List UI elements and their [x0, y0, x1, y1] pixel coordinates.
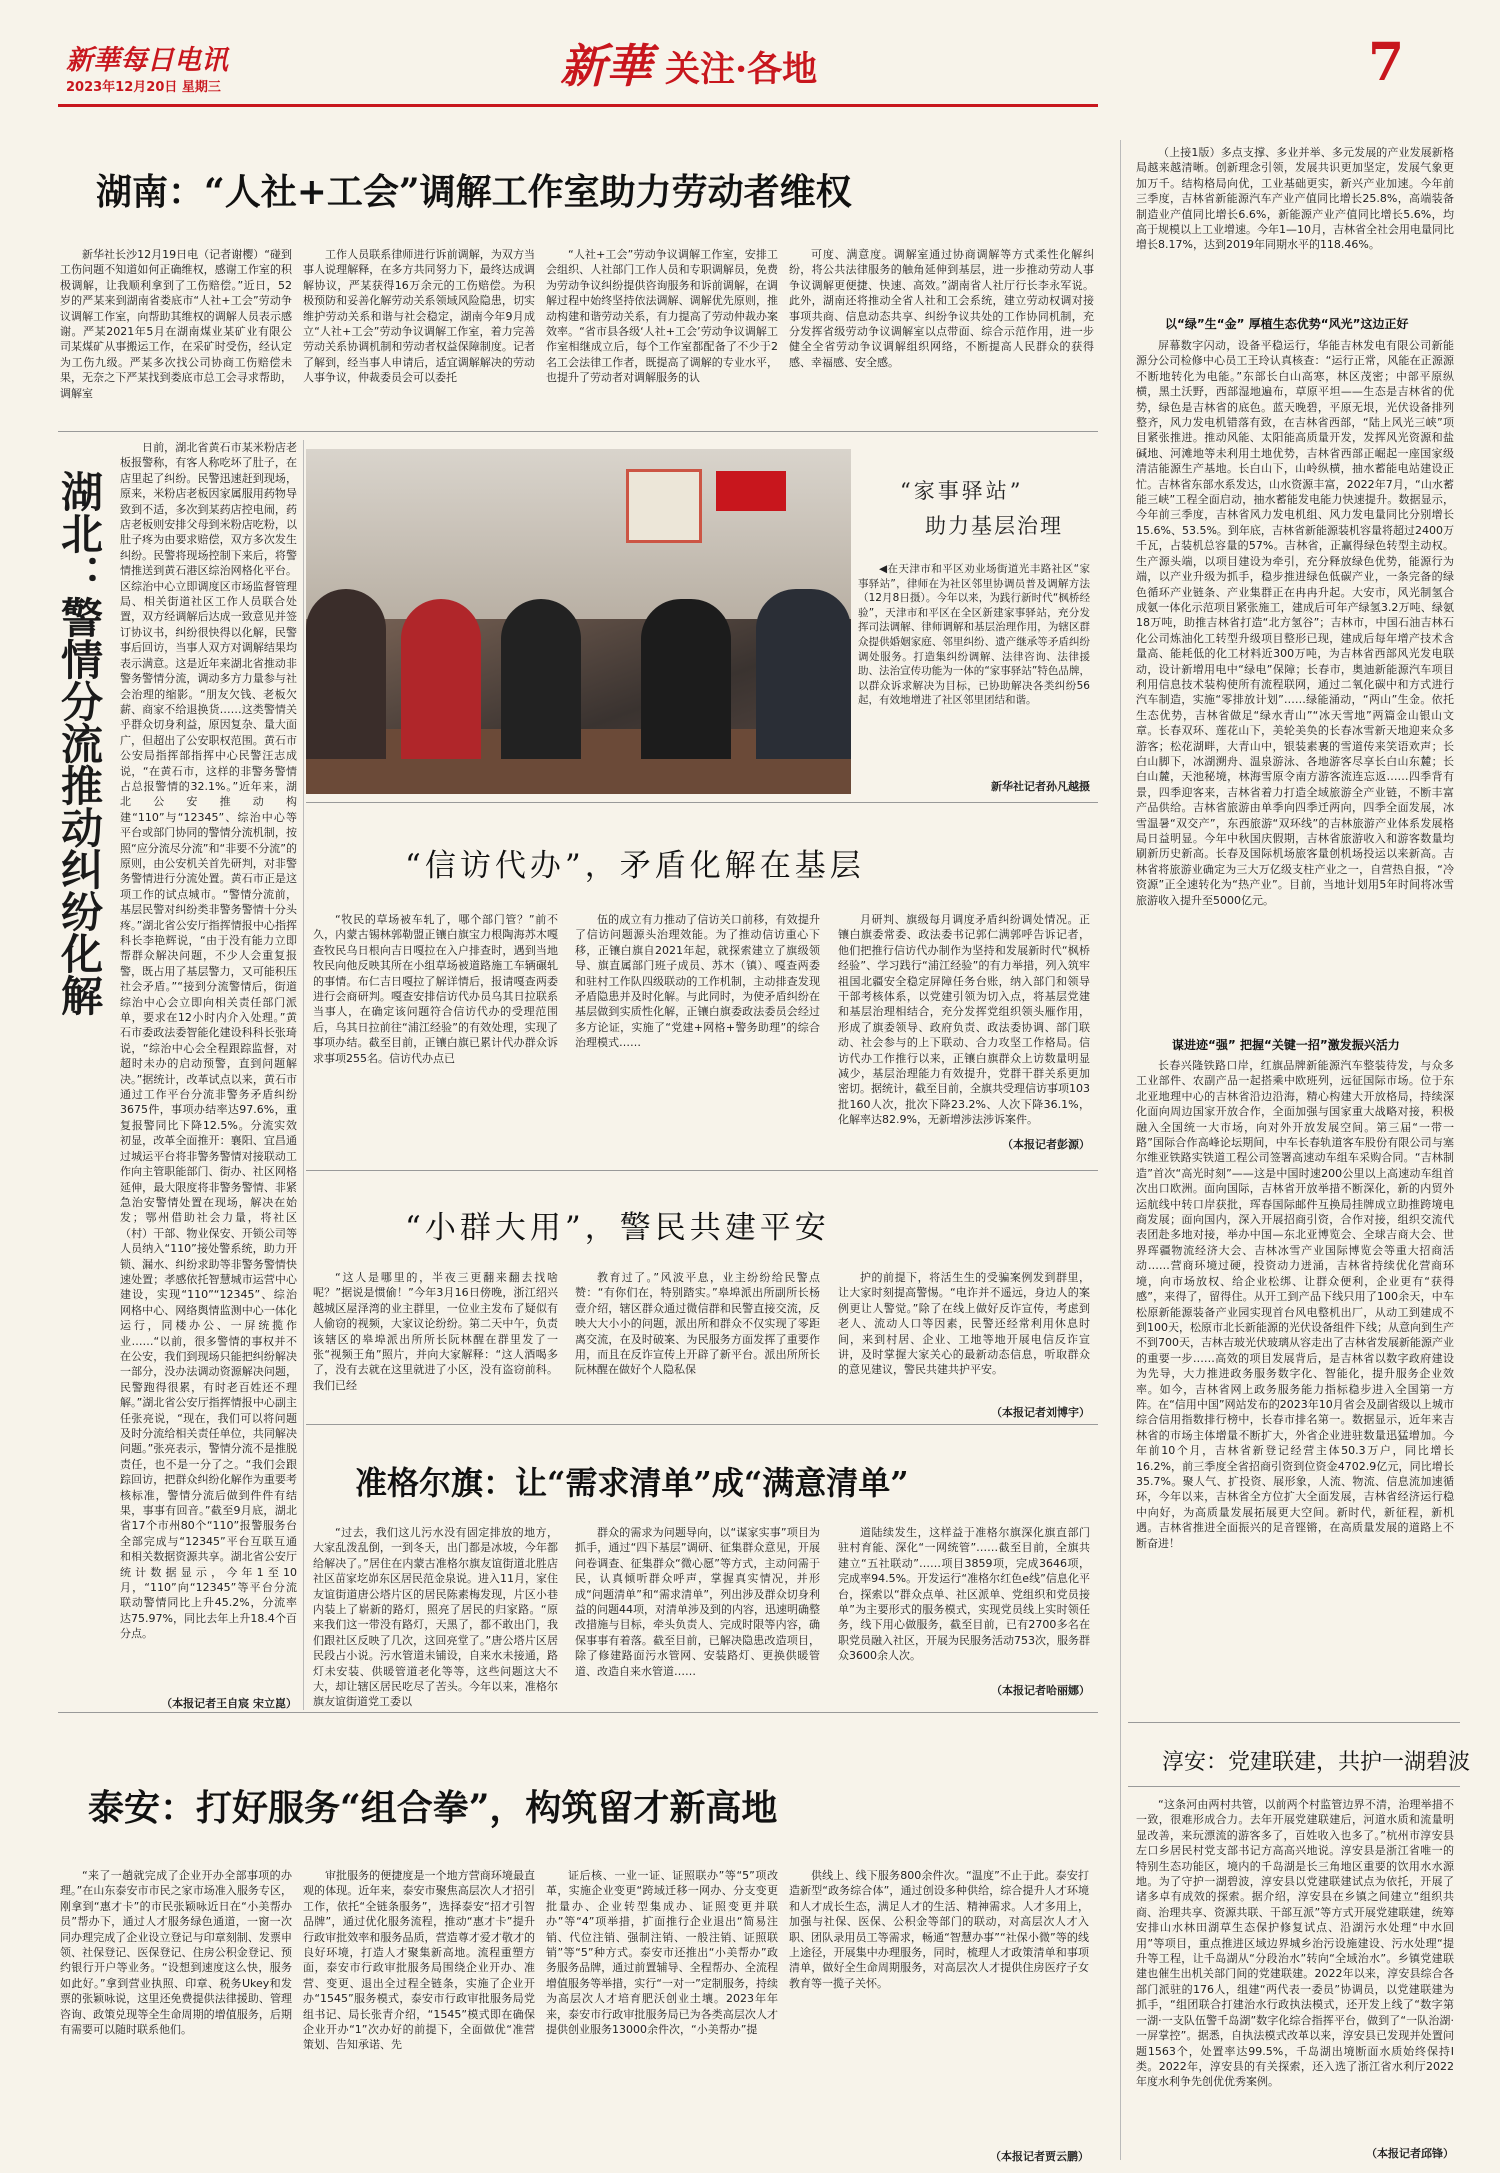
- page-number: 7: [1368, 32, 1405, 93]
- masthead-date: 2023年12月20日 星期三: [66, 80, 221, 95]
- xiaoqun-text-1: “这人是哪里的，半夜三更翻来翻去找啥呢？”据说是惯偷！”今年3月16日傍晚，浙江绍兴越城区屋泽湾的业主群里，一位业主发布了疑似有人偷窃的视频，大家议论纷纷。第二天中午，负责该辖区的皋埠派出所所长阮林醒在群里发了一张“视频王角”照片，并向大家解释：“这人酒喝多了，没有去就在这里就进了小区，没有盗窃前科。我们已经: [313, 1271, 558, 1392]
- jilin-text-1: 屏幕数字闪动，设备平稳运行，华能吉林发电有限公司新能源分公司检修中心员工王玲认真核查：“运行正常，风能在正源源不断地转化为电能。”东部长白山高寒，林区茂密；中部平原纵横，黑土沃野，西部湿地遍布，草原平坦——生态是吉林省的优势，绿色是吉林省的底色。蓝天晚碧，平原无垠，光伏设备排列整齐，风力发电机错落有致，在吉林省西部，“陆上风光三峡”项目紧张推进。推动风能、太阳能高质量开发，发挥风光资源和盐碱地、河滩地等未利用土地优势，吉林省西部正崛起一座国家级清洁能源生产基地。长白山下，山岭纵横，抽水蓄能电站建设正忙。吉林省东部水系发达，山水资源丰富，2022年7月，“山水蓄能三峡”工程全面启动，抽水蓄能发电能力快速提升。数据显示，今年前三季度，吉林省风力发电机组、风力发电量同比分别增长15.6%、53.5%。到年底，吉林省新能源装机容量将超过2400万千瓦，占装机总容量的57%。吉林省，正赢得绿色转型主动权。生产源头端，以项目建设为牵引，充分释放绿色优势，能源行为端，以产业升级为抓手，稳步推进绿色低碳产业，一条完备的绿色循环产业链条、产业集群正在冉冉升起。大安市，风光制氢合成氨一体化示范项目紧张施工，建成后可年产绿氢3.2万吨、绿氨18万吨，助推吉林省打造“北方氢谷”；吉林市，中国石油吉林石化公司炼油化工转型升级项目整形已现，建成后每年增产技术含量高、能耗低的化工材料近300万吨，为吉林省西部风光发电联动，设计新增用电中“绿电”保障；长春市，奥迪新能源汽车项目利用信息技术装构使所有流程联网，通过二氧化碳中和方式进行汽车制造，实施“零排放计划”……绿能涌动，“两山”生金。依托生态优势，吉林省做足“绿水青山”“冰天雪地”两篇金山银山文章。长春双环、莲花山下，美轮美奂的长春冰雪新天地迎来众多游客；松花湖畔，大青山中，银装素裹的雪道传来笑语欢声；长白山脚下，冰湖溯舟、温泉游泳、各地游客尽享长白山东麓；长白山麓，天池秘境，林海雪原令南方游客流连忘返……四季背有景，四季迎客来，吉林省着力打造全域旅游全产业链，不断丰富产品供给。吉林省旅游由单季向四季迁两向，四季全面发展，冰雪温暑“双交产”，东西旅游“双环线”的吉林旅游产业体系发展格局日益明显。今年中秋国庆假期，吉林省旅游收入和游客数量均刷新历史新高。长春及国际机场旅客量创机场投运以来新高。吉林省将旅游业确定为三大万亿级支柱产业之一，自营热自报，“冷资源”正全速转化为“热产业”。目前，当地计划用5年时间将冰雪旅游收入提升至5000亿元。: [1136, 339, 1454, 907]
- zhungeer-col-1: [313, 1525, 558, 1709]
- jilin-subhead-1: 以“绿”生“金” 厚植生态优势“风光”这边正好: [1165, 317, 1409, 331]
- jilin-section-2: [1136, 1058, 1454, 1713]
- xiaoqun-divider: [306, 1424, 1098, 1425]
- jilin-intro: [1136, 145, 1454, 305]
- xinfang-col-2: [575, 912, 820, 1162]
- taian-text-1: “来了一趟就完成了企业开办全部事项的办理。”在山东泰安市市民之家市场准入服务专区，刚拿到“惠才卡”的市民张颖咏近日在“小美帮办员”帮办下，通过人才服务绿色通道，一窗一次同办理完成了企业设立登记与印章刻制、发票申领、社保登记、医保登记、住房公积金登记、预约银行开户等业务。“设想到速度这么快，服务如此好。”拿到营业执照、印章、税务Ukey和发票的张颖咏说，这里还免费提供法律援助、管理咨询、政策兑现等全生命周期的增值服务，后期有需要可以随时联系他们。: [60, 1869, 292, 2037]
- hubei-body: [120, 440, 297, 1690]
- masthead-rule: [58, 104, 1098, 107]
- right-column-rule: [1120, 140, 1121, 2160]
- chunan-body: [1136, 1797, 1454, 2137]
- xiaoqun-text-2: 教育过了。”风波平息，业主纷纷给民警点赞：“有你们在，特别踏实。”皋埠派出所副所长杨壹介绍，辖区群众通过微信群和民警直接交流，反映大大小小的问题，派出所和群众不仅实现了零距离交流，在及时破案、为民服务方面发挥了重要作用，而且在反诈宣传上开辟了新平台。派出所所长阮林醒在做好个人隐私保: [575, 1271, 820, 1377]
- photo-person-3: [501, 599, 581, 759]
- hunan-col-2: [303, 247, 535, 423]
- zhungeer-divider: [58, 1712, 1098, 1713]
- jilin-text-2: 长春兴隆铁路口岸，红旗品牌新能源汽车整装待发，与众多工业部件、农副产品一起搭乘中欧班列，远征国际市场。位于东北亚地理中心的吉林省沿边沿海，精心构建大开放格局，持续深化面向周边国家开放合作，全面加强与国家重大战略对接，积极融入全国统一大市场，向对外开放发展空间。第三届“一带一路”国际合作高峰论坛期间，中车长春轨道客车股份有限公司与塞尔维亚铁路实铁道工程公司签署高速动车组车采购合同。“吉林制造”首次“高光时刻”——这是中国时速200公里以上高速动车组首次出口欧洲。面向国际，吉林省开放举措不断深化，新的内贸外运航线中转口岸获批，珲春国际邮件互换局挂牌成立助推跨境电商发展；面向国内，深入开展招商引资，合作对接，组织交流代表团赴多地对接，举办中国—东北亚博览会、全球吉商大会、世界珲疆物流经济大会、吉林冰雪产业国际博览会等重大招商活动……营商环境过硬，投资动力迸涌，吉林省持续优化营商环境，向市场放权、给企业松绑、让群众便利，企业更有“获得感”，来得了，留得住。从开工到产品下线只用了100余天，中车松原新能源装备产业园实现首台风电整机出厂，从动工到建成不到100天，松原市北长新能源的光伏设备组件下线；从意向到生产不到700天，吉林吉玻光伏玻璃从容走出了吉林省发展新能源产业的重要一步……高效的项目发展背后，是吉林省以数字政府建设为先导，大力推进政务服务数字化、智能化，提升服务企业效率。如今，吉林省网上政务服务能力指标稳步进入全国第一方阵。在“信用中国”网站发布的2023年10月省会及副省级以上城市综合信用指数排行榜中，长春市排名第一。数据显示，近年来吉林省的市场主体增量不断扩大，外省企业进驻数量迅猛增加。今年前10个月，吉林省新登记经营主体50.3万户，同比增长16.2%，前三季度全省招商引资到位资金4702.9亿元，同比增长35.7%。聚人气、扩投资、展形象，人流、物流、信息流加速循环，今年以来，吉林省全方位扩大全面发展，吉林省经济运行稳中向好，为高质量发展拓展更大空间。新时代，新征程，新机遇。吉林省推进全面振兴的足音铿锵，在高质量发展的道路上不断奋进！: [1136, 1059, 1454, 1550]
- photo-credit: 新华社记者孙凡越摄: [991, 780, 1090, 793]
- xinfang-text-1: “牧民的草场被车轧了，哪个部门管？”前不久，内蒙古锡林郭勒盟正镶白旗宝力根陶海苏木嘎查牧民乌日根向吉日嘎拉在入户排查时，遇到当地牧民向他反映其所在小组草场被道路施工车辆碾轧的事情。布仁吉日嘎拉了解详情后，报请嘎查两委进行会商研判。嘎查安排信访代办员乌其日拉联系当事人，在确定该问题符合信访代办的受理范围后，乌其日拉前往“浦江经验”的有效处理，实现了事项办结。截至目前，正镶白旗已累计代办群众诉求事项255名。信访代办点已: [313, 913, 558, 1065]
- jilin-subhead-2: 谋进迹“强” 把握“关键一招”激发振兴活力: [1172, 1038, 1400, 1052]
- xiaoqun-col-3: [838, 1270, 1090, 1398]
- photo-sign: [716, 471, 786, 511]
- hunan-col-4: [789, 247, 1094, 423]
- jilin-intro-text: （上接1版）多点支撑、多业并举、多元发展的产业发展新格局越来越清晰。创新理念引领，发展共识更加坚定，发展气象更加万千。结构格局向优，工业基础更实，新兴产业加速。今年前三季度，吉林省新能源汽车产业产值同比增长25.8%，高端装备制造业产值同比增长6.6%，新能源产业产值同比增长5.6%，均高于规模以上工业增速。今年1—10月，吉林省全社会用电量同比增长8.17%，达到2019年同期水平的118.46%。: [1136, 146, 1454, 252]
- taian-byline: （本报记者贾云鹏）: [990, 2150, 1089, 2163]
- hunan-col-1: [60, 247, 292, 423]
- taian-text-4: 供线上、线下服务800余件次。“温度”不止于此。泰安打造新型“政务综合体”，通过创设多种供给，综合提升人才环境和人才成长生态，满足人才的生活、精神需求。人才多用上，加强与社保、医保、公积金等部门的联动，对高层次人才入职、团队录用员工等需求，畅通“智慧办事”“社保小微”等的线上途径，开展集中办理服务，同时，梳理人才政策清单和事项清单，做好全生命周期服务，对高层次人才提供住房医疗子女教育等一揽子关怀。: [789, 1869, 1089, 1990]
- xiaoqun-text-3: 护的前提下，将活生生的受骗案例发到群里，让大家时刻提高警惕。“电诈并不遥远，身边人的案例更让人警觉。”除了在线上做好反诈宣传，考虑到老人、流动人口等因素，民警还经常利用休息时间，来到村居、企业、工地等地开展电信反诈宣讲，及时掌握大家关心的最新动态信息，听取群众的意见建议，警民共建共护平安。: [838, 1271, 1090, 1377]
- hunan-text-3: “人社+工会”劳动争议调解工作室，安排工会组织、人社部门工作人员和专职调解员，免费为劳动争议纠纷提供咨询服务和诉前调解，在调解过程中始终坚持依法调解、调解优先原则，推动构建和谐劳动关系，有力提高了劳动仲裁办案效率。“省市县各级‘人社+工会’劳动争议调解工作室相继成立后，每个工作室都配备了不少于2名工会法律工作者，既提高了调解的专业水平，也提升了劳动者对调解服务的认: [546, 248, 778, 385]
- xiaoqun-headline: “小群大用”，警民共建平安: [405, 1210, 830, 1246]
- taian-col-1: [60, 1868, 292, 2158]
- taian-headline: 泰安：打好服务“组合拳”，构筑留才新高地: [88, 1787, 778, 1829]
- hunan-divider: [58, 431, 1098, 432]
- photo-person-4: [641, 599, 731, 759]
- masthead-logo: 新華每日电讯: [66, 45, 228, 76]
- xiaoqun-byline: （本报记者刘博宇）: [991, 1406, 1090, 1419]
- chunan-text: “这条河由两村共管，以前两个村监管边界不清，治理举措不一致，很难形成合力。去年开展党建联建后，河道水质和流量明显改善，来玩漂流的游客多了，百姓收入也多了。”杭州市淳安县左口乡居民村党支部书记方高高兴地说。淳安县是浙江省唯一的特别生态功能区，境内的千岛湖是长三角地区重要的饮用水水源地。为了守护一湖碧波，淳安县以党建联建试点为依托，开展了诸多卓有成效的探索。据介绍，淳安县在乡镇之间建立“组织共商、治理共享、资源共联、干部互派”等方式开展党建联建，统筹安排山水林田湖草生态保护修复试点、沿湖污水处理“中水回用”等项目，重点推进区域边界城乡治污设施建设、污水处理“提升等工程，让千岛湖从“分段治水”转向“全域治水”。乡镇党建联建也催生出机关部门间的党建联建。2022年以来，淳安县综合各部门派驻的176人，组建“两代表一委员”协调员，以党建联建为抓手，“组团联合打建治水行政执法模式，还开发上线了“数字第一湖·一支队伍警千岛湖”数字化综合指挥平台，做到了“一队治湖·一屏掌控”。据悉，自执法模式改革以来，淳安县已发现并处置问题1563个，处置率达99.5%，千岛湖出境断面水质始终保持Ⅰ类。2022年，淳安县的有关探索，还入选了浙江省水利厅2022年度水利争先创优优秀案例。: [1136, 1798, 1454, 2089]
- section-brand: 新華: [560, 39, 652, 93]
- hubei-headline: 湖北：警情分流推动纠纷化解: [55, 470, 104, 1016]
- photo-person-2: [401, 599, 481, 759]
- zhungeer-col-3: [838, 1525, 1090, 1677]
- hunan-headline: 湖南：“人社+工会”调解工作室助力劳动者维权: [96, 171, 852, 213]
- photo-person-1: [306, 589, 386, 759]
- zhungeer-text-2: 群众的需求为问题导向，以“谋家实事”项目为抓手，通过“四下基层”调研、征集群众意见，开展问卷调查、征集群众“微心愿”等方式，主动问需于民，认真倾听群众呼声，掌握真实情况，并形成“问题清单”和“需求清单”，列出涉及群众切身利益的问题44项，对清单涉及到的内容，迅速明确整改措施与目标，牵头负责人、完成时限等内容，确保事事有着落。截至目前，已解决隐患改造项目，除了修建路面污水管网、安装路灯、更换供暖管道、改造自来水管道……: [575, 1526, 820, 1678]
- section-title: 关注·各地: [665, 49, 818, 90]
- photo-title-1: “家事驿站”: [900, 479, 1024, 503]
- photo-person-5: [756, 589, 851, 759]
- masthead: [0, 0, 1500, 108]
- hunan-text-2: 工作人员联系律师进行诉前调解，为双方当事人说理解释，在多方共同努力下，最终达成调解协议，严某获得16万余元的工伤赔偿。为积极预防和妥善化解劳动关系领域风险隐患，切实维护劳动关系和谐与社会稳定，湖南今年9月成立“人社+工会”劳动争议调解工作室，着力完善劳动关系协调机制和劳动者权益保障制度。记者了解到，经当事人申请后，适宜调解解决的劳动人事争议，仲裁委员会可以委托: [303, 248, 535, 385]
- photo-title-2: 助力基层治理: [925, 514, 1063, 538]
- xinfang-text-2: 伍的成立有力推动了信访关口前移，有效提升了信访问题源头治理效能。为了推动信访重心下移，正镶白旗自2021年起，就探索建立了旗级领导、旗直属部门班子成员、苏木（镇）、嘎查两委和驻村工作队四级联动的工作机制，主动排查发现矛盾隐患并及时化解。与此同时，为使矛盾纠纷在基层做到实质性化解，正镶白旗委政法委员会经过多方论证，实施了“党建+网格+警务助理”的综合治理模式……: [575, 913, 820, 1050]
- zhungeer-headline: 准格尔旗：让“需求清单”成“满意清单”: [355, 1464, 909, 1502]
- chunan-byline: （本报记者邱锋）: [1366, 2147, 1454, 2160]
- xinfang-text-3: 月研判、旗级每月调度矛盾纠纷调处情况。正镶白旗委常委、政法委书记郭仁满郭呼告诉记者，他们把推行信访代办制作为坚持和发展新时代“枫桥经验”、学习践行“浦江经验”的有力举措，列入筑牢祖国北疆安全稳定屏障任务台账，纳入部门和领导干部考核体系，以党建引领为切入点，将基层党建和基层治理相结合，充分发挥党组织领头雁作用，形成了旗委领导、政府负责、政法委协调、部门联动、社会参与的上下联动、合力攻坚工作格局。信访代办工作推行以来，正镶白旗群众上访数量明显减少，基层治理能力有效提升，党群干群关系更加密切。据统计，截至目前，全旗共受理信访事项103批160人次，批次下降23.2%、人次下降36.1%，化解率达82.9%，无新增涉法涉诉案件。: [838, 913, 1090, 1127]
- hubei-text: 日前，湖北省黄石市某米粉店老板报警称，有客人称吃坏了肚子，在店里起了纠纷。民警迅速赶到现场，原来，米粉店老板因家属服用药物导致到不适，多次到某药店控电闹，药店老板则安排父母到米粉店吃粉，以肚子疼为由要求赔偿，双方多次发生纠纷。民警将现场控制下来后，将警情推送到黄石港区综治网格化平台。区综治中心立即调度区市场监督管理局、相关街道社区工作人员联合处置，双方经调解后达成一致意见并签订协议书，纠纷很快得以化解，民警事后回访，当事人双方对调解结果均表示满意。这是近年来湖北省推动非警务警情分流，调动多方力量参与社会治理的缩影。“朋友欠钱、老板欠薪、商家不给退换货……这类警情关乎群众切身利益，原因复杂、量大面广，但超出了公安职权范围。黄石市公安局指挥部指挥中心民警汪志成说，“在黄石市，这样的非警务警情占总报警情的32.1%。”近年来，湖北公安推动构建“110”与“12345”、综治中心等平台或部门协同的警情分流机制，按照“应分流尽分流”和“非要不分流”的原则，由公安机关首先研判，对非警务警情进行分流处置。黄石市正是这项工作的试点城市。“警情分流前，基层民警对纠纷类非警务警情十分头疼。”湖北省公安厅指挥情报中心指挥科长李艳辉说，“由于没有能力立即帮群众解决问题，不少人会重复报警，既占用了基层警力，又可能积压社会矛盾。”“接到分流警情后，街道综治中心会立即向相关责任部门派单，要求在12小时内介入处理。”黄石市委政法委智能化建设科科长张琦说，“综治中心会全程跟踪监督，对超时未办的启动预警，直到问题解决。”据统计，改革试点以来，黄石市通过工作平台分流非警务矛盾纠纷3675件，事项办结率达97.6%，重复报警同比下降12.5%。分流实效初显，改革全面推开：襄阳、宜昌通过城运平台将非警务警情对接联动工作向主管职能部门、街办、社区网格延伸，最大限度将非警务警情、非紧急治安警情处置在现场，解决在始发；鄂州借助社会力量，将社区（村）干部、物业保安、开锁公司等人员纳入“110”接处警系统，助力开锁、漏水、纠纷求助等非警务警情快速处置；孝感依托智慧城市运营中心建设，实现“110”“12345”、综治网格中心、网络舆情监测中心一体化运行，同楼办公、一屏统揽作业……“以前，很多警情的事权并不在公安，我们到现场只能把纠纷解决一部分，没办法调动资源解决问题，民警跑得很累，有时老百姓还不理解。”湖北省公安厅指挥情报中心副主任张亮说，“现在，我们可以将问题及时分流给相关责任单位，共同解决问题。”张亮表示，警情分流不是推脱责任，也不是一分了之。“我们会跟踪回访，把群众纠纷化解作为重要考核标准，警情分流后做到件件有结果，事事有回音。”截至9月底，湖北省17个市州80个“110”报警服务台全部完成与“12345”平台互联互通和相关数据资源共享。湖北省公安厅统计数据显示，今年1至10月，“110”向“12345”等平台分流联动警情同比上升45.2%，分流率达75.97%，同比去年上升18.4个百分点。: [120, 441, 297, 1641]
- taian-text-3: 证后核、一业一证、证照联办”等“5”项改革，实施企业变更“跨域迁移一网办、分支变更批量办、企业转型集成办、证照变更并联办”等“4”项举措，扩面推行企业退出“简易注销、代位注销、强制注销、一般注销、证照联销”等“5”种方式。泰安市还推出“小美帮办”政务服务品牌，通过前置辅导、全程帮办、全流程增值服务等举措，实行“一对一”定制服务，持续为高层次人才培育肥沃创业土壤。2023年年来，泰安市行政审批服务局已为各类高层次人才提供创业服务13000余件次，“小美帮办”提: [546, 1869, 778, 2037]
- taian-text-2: 审批服务的便捷度是一个地方营商环境最直观的体现。近年来，泰安市聚焦高层次人才招引工作，依托“全链条服务”，选择泰安“招才引智品牌”，通过优化服务流程，推动“惠才卡”提升行政审批效率和服务品质，营造尊才爱才敬才的良好环境，打造人才聚集新高地。流程重塑方面，泰安市行政审批服务局围绕企业开办、准营、变更、退出全过程全链条，实施了企业开办“1545”服务模式，泰安市行政审批服务局党组书记、局长张青介绍，“1545”模式即在确保企业开办“1”次办好的前提下，全面做优“准营策划、告知承诺、先: [303, 1869, 535, 2052]
- xinfang-col-3: [838, 912, 1090, 1130]
- hunan-text-1: 新华社长沙12月19日电（记者谢樱）“碰到工伤问题不知道如何正确维权，感谢工作室的积极调解，让我顺利拿到了工伤赔偿。”近日，52岁的严某来到湖南省娄底市“人社+工会”劳动争议调解工作室，向帮助其维权的调解人员表示感谢。严某2021年5月在湖南煤业某矿业有限公司某煤矿从事搬运工作，在采矿时受伤，经认定为工伤九级。严某多次找公司协商工伤赔偿未果，无奈之下严某找到娄底市总工会寻求帮助，调解室: [60, 248, 292, 400]
- photo-plaque: [626, 469, 702, 543]
- photo-caption-text: ◀在天津市和平区劝业场街道光丰路社区“家事驿站”，律师在为社区邻里协调员普及调解方法（12月8日摄）。今年以来，为践行新时代“枫桥经验”，天津市和平区在全区新建家事驿站，充分发挥司法调解、律师调解和基层治理作用，为辖区群众提供婚姻家庭、邻里纠纷、遗产继承等矛盾纠纷调处服务。打造集纠纷调解、法律咨询、法律援助、法治宣传功能为一体的“家事驿站”特色品牌，以群众诉求解决为目标，已协助解决各类纠纷56起，有效地增进了社区邻里团结和谐。: [858, 563, 1090, 707]
- zhungeer-byline: （本报记者哈丽娜）: [991, 1684, 1090, 1697]
- hunan-col-3: [546, 247, 778, 423]
- zhungeer-col-2: [575, 1525, 820, 1695]
- xinfang-col-1: [313, 912, 558, 1162]
- jilin-divider: [1128, 1722, 1460, 1723]
- news-photo: [306, 449, 851, 794]
- hubei-byline: （本报记者王自宸 宋立崑）: [161, 1697, 297, 1710]
- xinfang-divider: [306, 1170, 1098, 1171]
- taian-col-2: [303, 1868, 535, 2158]
- xiaoqun-col-2: [575, 1270, 820, 1420]
- xinfang-byline: （本报记者彭源）: [1002, 1138, 1090, 1151]
- hunan-text-4: 可度、满意度。调解室通过协商调解等方式柔性化解纠纷，将公共法律服务的触角延伸到基层，进一步推动劳动人事争议调解更便捷、快速、高效。”湖南省人社厅行长李永军说。此外，湖南还将推动全省人社和工会系统，建立劳动权调对接事项共商、信息动态共享、纠纷争议共处的工作协同机制，充分发挥省级劳动争议调解室以点带面、综合示范作用，进一步健全全省劳动争议调解组织网络，不断提高人民群众的获得感、幸福感、安全感。: [789, 248, 1094, 369]
- xiaoqun-col-1: [313, 1270, 558, 1420]
- taian-col-3: [546, 1868, 778, 2158]
- zhungeer-text-1: “过去，我们这儿污水没有固定排放的地方，大家乱泼乱倒，一到冬天，出门都是冰坡，今年都给解决了。”居住在内蒙古准格尔旗友谊街道北胜店社区苗家圪峁东区居民范金泉说。进入11月，家住友谊街道唐公塔片区的居民陈素梅发现，片区小巷内装上了崭新的路灯，照亮了居民的归家路。“原来我们这一带没有路灯，天黑了，都不敢出门，我们跟社区反映了几次，这回亮堂了。”唐公塔片区居民段占小说。污水管道未铺设，自来水未接通，路灯未安装、供暖管道老化等等，这些问题这大不大，却让辖区居民吃尽了苦头。今年以来，准格尔旗友谊街道党工委以: [313, 1526, 558, 1709]
- photo-caption: [858, 562, 1090, 772]
- chunan-divider: [1128, 1786, 1460, 1787]
- chunan-headline: 淳安：党建联建，共护一湖碧波: [1162, 1750, 1471, 1775]
- xinfang-headline: “信访代办”，矛盾化解在基层: [405, 848, 865, 884]
- taian-col-4: [789, 1868, 1089, 2140]
- zhungeer-text-3: 道陆续发生，这样益于准格尔旗深化旗直部门驻村育能、深化“一网统管”……截至目前，全旗共建立“五社联动”……项目3859项，完成3646项，完成率94.5%。开发运行“准格尔红色e线”信息化平台，探索以“群众点单、社区派单、党组织和党员接单”为主要形式的服务模式，实现党员线上实时领任务，线下用心做服务，截至目前，已有2700多名在职党员融入社区，开展为民服务活动753次，服务群众3600余人次。: [838, 1526, 1090, 1663]
- hubei-rule: [303, 440, 304, 1710]
- jilin-section-1: [1136, 338, 1454, 1028]
- photo-divider: [306, 802, 1098, 803]
